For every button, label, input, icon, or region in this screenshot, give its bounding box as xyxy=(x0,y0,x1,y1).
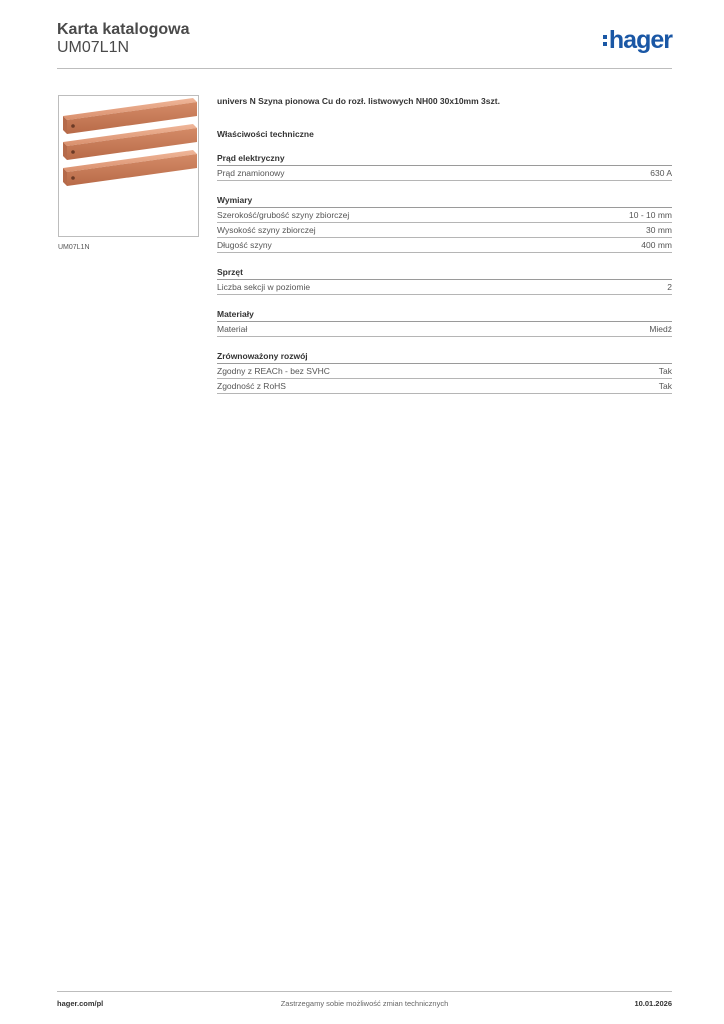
spec-value: Miedź xyxy=(649,324,672,334)
spec-row xyxy=(217,379,672,394)
spec-label: Szerokość/grubość szyny zbiorczej xyxy=(217,210,350,220)
page-footer xyxy=(57,991,672,1012)
spec-row xyxy=(217,364,672,379)
spec-label: Zgodny z REACh - bez SVHC xyxy=(217,366,330,376)
spec-label: Wysokość szyny zbiorczej xyxy=(217,225,316,235)
spec-label: Długość szyny xyxy=(217,240,272,250)
spec-value: 400 mm xyxy=(641,240,672,250)
image-caption: UM07L1N xyxy=(58,244,90,251)
spec-row xyxy=(217,322,672,337)
spec-row xyxy=(217,223,672,238)
spec-label: Materiał xyxy=(217,324,248,334)
spec-row xyxy=(217,280,672,295)
group-title: Prąd elektryczny xyxy=(217,153,672,166)
section-title: Właściwości techniczne xyxy=(217,129,314,139)
spec-group xyxy=(217,153,672,181)
page-header xyxy=(57,20,672,69)
spec-group xyxy=(217,309,672,337)
group-title: Wymiary xyxy=(217,195,672,208)
spec-group xyxy=(217,195,672,253)
logo-text: hager xyxy=(608,26,672,54)
footer-notice: Zastrzegamy sobie możliwość zmian technicznych xyxy=(280,999,449,1008)
group-title: Sprzęt xyxy=(217,267,672,280)
spec-value: 630 A xyxy=(650,168,672,178)
footer-website-link[interactable]: hager.com/pl xyxy=(57,999,104,1008)
spec-row xyxy=(217,208,672,223)
spec-value: Tak xyxy=(658,366,672,376)
spec-group xyxy=(217,351,672,394)
spec-row xyxy=(217,238,672,253)
document-title: Karta katalogowa xyxy=(57,21,190,38)
spec-label: Prąd znamionowy xyxy=(217,168,285,178)
hager-logo xyxy=(603,27,672,53)
logo-mark-icon xyxy=(603,35,607,46)
spec-row xyxy=(217,166,672,181)
spec-content xyxy=(217,96,672,394)
spec-value: 30 mm xyxy=(646,225,672,235)
spec-group xyxy=(217,267,672,295)
spec-label: Zgodność z RoHS xyxy=(217,381,286,391)
spec-label: Liczba sekcji w poziomie xyxy=(217,282,311,292)
spec-value: 2 xyxy=(667,282,672,292)
product-description: univers N Szyna pionowa Cu do rozł. listwowych NH00 30x10mm 3szt. xyxy=(217,96,500,106)
spec-value: Tak xyxy=(658,381,672,391)
group-title: Zrównoważony rozwój xyxy=(217,351,672,364)
spec-value: 10 - 10 mm xyxy=(629,210,672,220)
product-image xyxy=(58,95,199,237)
group-title: Materiały xyxy=(217,309,672,322)
product-code: UM07L1N xyxy=(57,39,130,56)
copper-busbars-image xyxy=(59,96,198,236)
footer-date: 10.01.2026 xyxy=(634,999,672,1008)
